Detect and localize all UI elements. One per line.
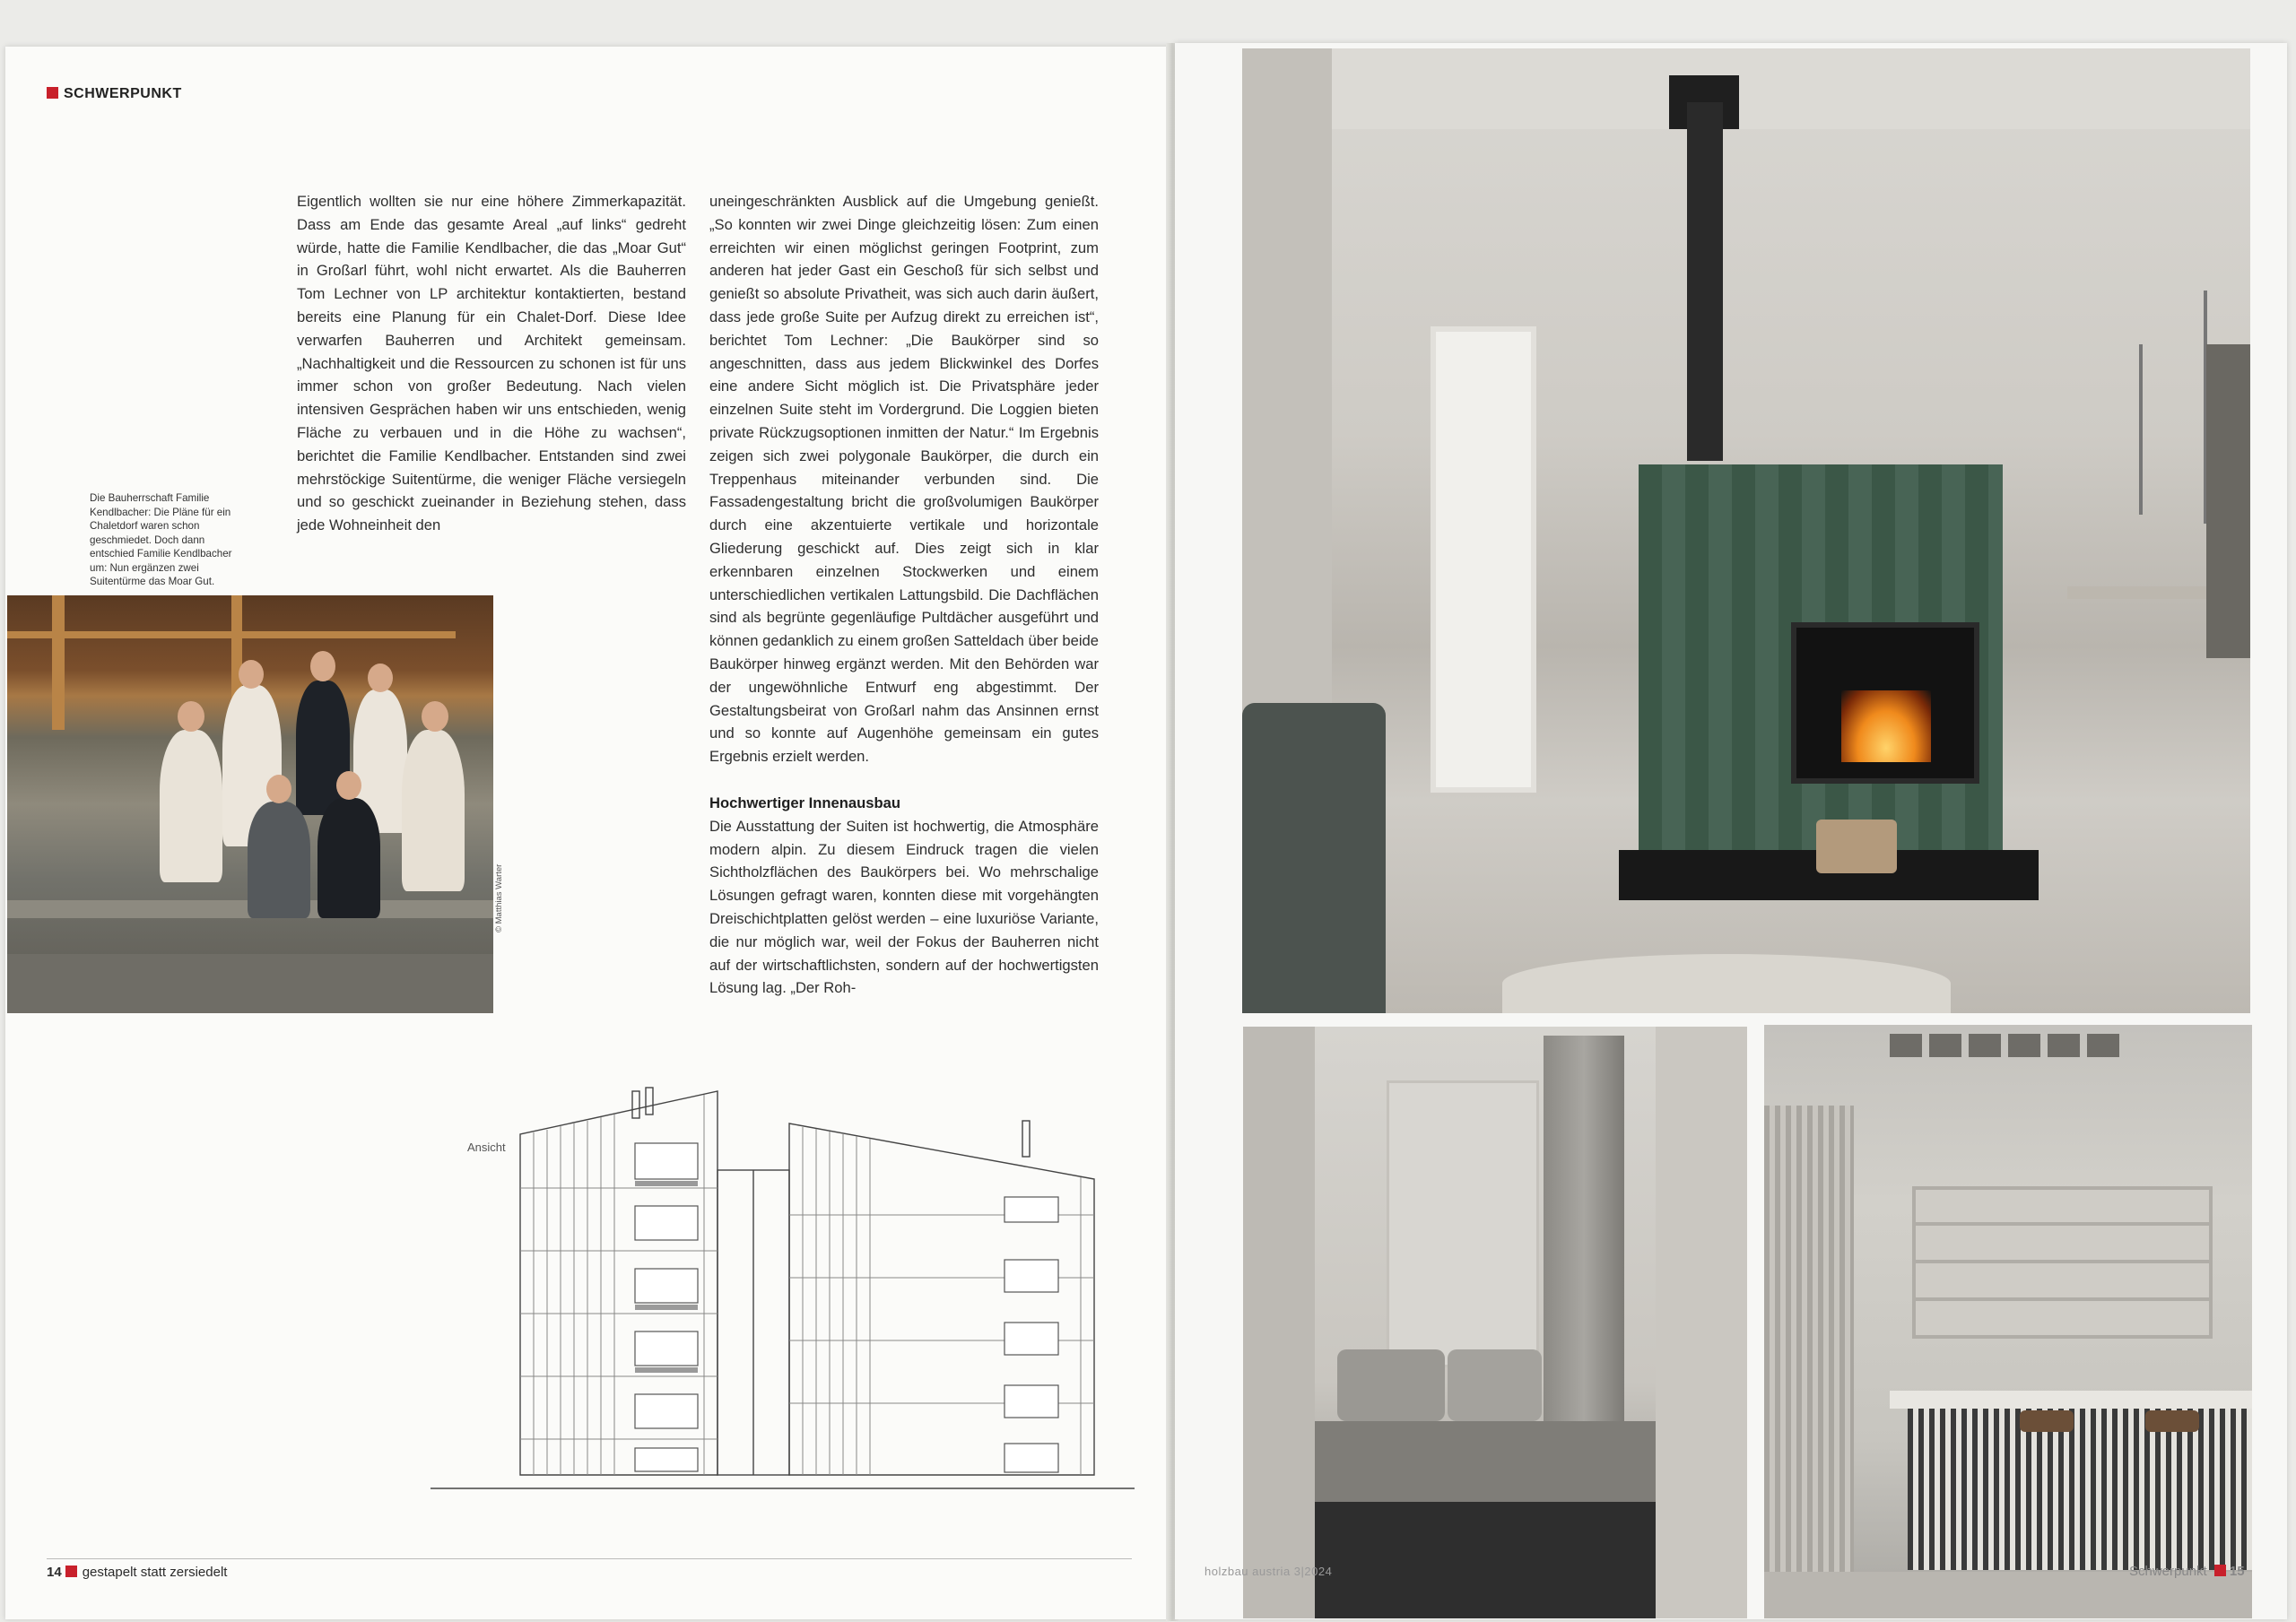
footer-rule [47,1558,1132,1559]
balcony-rail [635,1305,698,1310]
photo-flue [1687,102,1723,461]
bar-counter-top [1890,1391,2252,1409]
bar-photo [1764,1025,2252,1618]
subheading-interior: Hochwertiger Innenausbau [709,794,900,811]
red-square-icon [2214,1565,2226,1576]
person-figure [317,798,380,918]
window [635,1331,698,1366]
person-head [310,651,335,681]
family-photo [7,595,493,1013]
photo-rug [1502,954,1951,1013]
window [635,1206,698,1240]
photo-wood-slats [1764,1106,1854,1618]
photo-wood-beam [52,595,65,730]
person-figure [402,730,465,891]
window-seat-photo [1243,1027,1747,1618]
page-number-left: 14 [47,1565,62,1580]
photo-shelving [1912,1186,2213,1339]
section-label [47,86,182,102]
red-square-icon [47,87,58,99]
balcony-rail [635,1181,698,1186]
person-head [178,701,204,732]
photo-curtain [2206,344,2250,658]
fire-flame [1841,690,1931,762]
photo-ceiling [1332,48,2250,129]
bar-stool-seat [2020,1410,2074,1432]
person-head [422,701,448,732]
left-footer [47,1565,227,1580]
photo-wall [1656,1027,1747,1618]
photo-seat-base [1315,1502,1656,1618]
balcony-rail [635,1367,698,1373]
red-square-icon [65,1566,77,1577]
chimney [632,1091,639,1118]
person-head [266,775,291,803]
window [1004,1385,1058,1418]
right-tower-outline [789,1123,1094,1475]
chimney [646,1088,653,1115]
page-number-right: 15 [2229,1564,2245,1579]
window [1004,1323,1058,1355]
window [1004,1260,1058,1292]
photo-seat [1315,1421,1656,1502]
chimney [1022,1121,1030,1157]
elevation-drawing [422,1080,1139,1493]
pendant-lamp-cord [2139,344,2143,515]
window [635,1394,698,1428]
photo-caption: Die Bauherrschaft Familie Kendlbacher: Die Pläne für ein Chaletdorf waren schon geschmiedet. Doch dann entschied Familie Kendlbacher um: Nun ergänzen zwei Suitentürme das Moar Gut. [90,492,232,587]
footer-title: gestapelt statt zersiedelt [82,1565,228,1580]
person-figure [248,802,310,918]
paragraph-interior: Die Ausstattung der Suiten ist hochwertig, die Atmosphäre modern alpin. Zu diesem Eindruck tragen die vielen Sichtholzflächen des Baukörpers bei. Wo mehrschalige Lösungen gefragt waren, konnten diese mit vorgehängten Dreischichtplatten gelöst werden – eine luxuriöse Variante, die nur möglich war, weil der Fokus der Bauherren nicht auf der wirtschaftlichsten, sondern auf der hochwertigsten Lösung lag. „Der Roh- [709,817,1099,997]
article-column-2 [709,190,1099,1000]
paragraph-footprint: uneingeschränkten Ausblick auf die Umgebung genießt. „So konnten wir zwei Dinge gleichzeitig lösen: Zum einen erreichten wir einen möglichst geringen Footprint, zum anderen hat jeder Gast ein Geschoß für sich selbst und genießt so absolute Privatheit, was sich auch darin äußert, dass jede große Suite per Aufzug direkt zu erreichen ist“, berichtet Tom Lechner: „Die Baukörper sind so angeschnitten, dass aus jedem Blickwinkel des Dorfes eine andere Sicht möglich ist. Die Privatsphäre jeder einzelnen Suite steht im Vordergrund. Die Loggien bieten private Rückzugsoptionen inmitten der Natur.“ Im Ergebnis zeigen sich zwei polygonale Baukörper, die durch ein Treppenhaus miteinander verbunden sind. Die Fassadengestaltung bricht die großvolumigen Baukörper durch eine akzentuierte vertikale und horizontale Gliederung geschickt auf. Dies zeigt sich in klar erkennbaren einzelnen Stockwerken und einem unterschiedlichen vertikalen Lattungsbild. Die Dachflächen sind als begrünte gegenläufige Pultdächer ausgeführt und können gedanklich zu einem großen Satteldach über beide Baukörper hinweg ergänzt werden. Mit den Behörden war der ungewöhnliche Entwurf eng abgestimmt. Der Gestaltungsbeirat von Großarl nahm das Ansinnen ernst und so konnte auf Augenhöhe gemeinsam ein gutes Ergebnis erzielt werden. [709,193,1099,766]
ceiling-vent [1890,1034,2123,1057]
right-footer [2129,1564,2245,1579]
footer-section: Schwerpunkt [2129,1564,2207,1579]
photo-wall [1243,1027,1315,1618]
window [635,1448,698,1471]
firewood-stack [1816,820,1897,873]
photo-bench [7,954,493,1013]
person-head [368,664,393,692]
fireplace-photo [1242,48,2250,1013]
drawing-label: Ansicht [467,1141,506,1154]
window [635,1143,698,1179]
photo-wood-beam [7,631,456,638]
person-figure [160,730,222,882]
article-column-1 [297,190,686,537]
photo-niche [1387,1080,1539,1367]
photo-doorway [1431,326,1536,793]
person-head [239,660,264,689]
window [1004,1197,1058,1222]
section-label-text: SCHWERPUNKT [64,86,182,101]
magazine-footer: holzbau austria 3|2024 [1205,1565,1333,1578]
photo-cushion [1337,1349,1445,1421]
window [1004,1444,1058,1472]
photo-cushion [1448,1349,1542,1421]
person-head [336,771,361,800]
paragraph-intro: Eigentlich wollten sie nur eine höhere Zimmerkapazität. Dass am Ende das gesamte Areal „auf links“ gedreht würde, hatte die Familie Kendlbacher, die das „Moar Gut“ in Großarl führt, wohl nicht erwartet. Als die Bauherren Tom Lechner von LP architektur kontaktierten, bestand bereits eine Planung für ein Chalet-Dorf. Diese Idee verwarfen Bauherren und Architekt gemeinsam. „Nachhaltigkeit und die Ressourcen zu schonen ist für uns immer schon von großer Bedeutung. Nach vielen intensiven Gesprächen haben wir uns entschieden, wenig Fläche zu verbauen und in die Höhe zu wachsen“, berichtet die Familie Kendlbacher. Entstanden sind zwei mehrstöckige Suitentürme, die weniger Fläche versiegeln und so geschickt zueinander in Beziehung stehen, dass jede Wohneinheit den [297,193,686,534]
bar-counter-front [1908,1409,2252,1570]
photo-armchair [1242,703,1386,1013]
window [635,1269,698,1303]
stove-firebox [1791,622,1979,784]
photo-credit: © Matthias Warter [494,863,504,932]
bar-stool-seat [2145,1410,2199,1432]
